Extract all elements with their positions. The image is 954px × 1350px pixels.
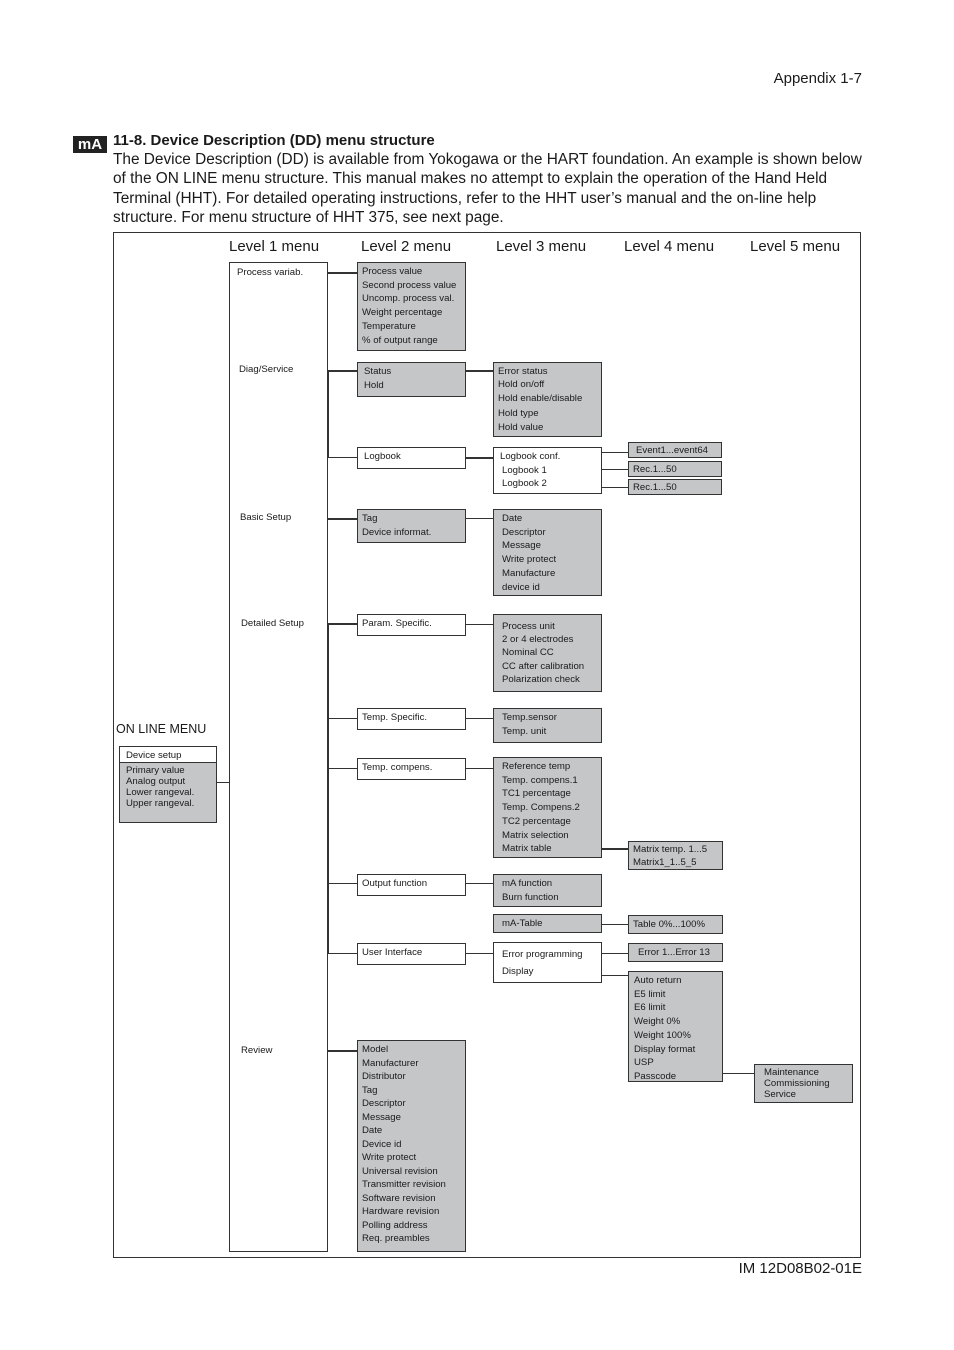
temp-compens-box: Temp. compens. [357,758,466,780]
menu-item: Temperature [362,320,416,332]
online-item: Primary value [126,765,185,776]
menu-item: Hold type [498,408,539,420]
intro-paragraph: The Device Description (DD) is available from Yokogawa or the HART foundation. An example is shown below of the ON LINE menu structure. This manual makes no attempt to explain the operation of the Hand Held Terminal (HHT). For detailed operating instructions, refer to the HHT user’s manual and the on-line help structure. For menu structure of HHT 375, see next page. [113,151,862,226]
menu-item: Message [502,540,541,552]
connector-line [328,623,329,953]
connector-line [602,848,629,850]
menu-item: Tag [362,1084,378,1096]
param-specific-items-box [493,614,602,692]
review-box [357,1040,466,1252]
menu-item: E6 limit [634,1002,666,1014]
menu-item: Hold value [498,421,544,433]
menu-item: device id [502,581,540,593]
menu-item: Error programming [502,949,583,960]
menu-item: Temp. compens.1 [502,774,578,786]
menu-item: Matrix table [502,843,552,855]
rec-box-1: Rec.1...50 [628,461,722,477]
menu-item: Descriptor [362,1098,406,1109]
output-function-box: Output function [357,874,466,896]
section-title: 11-8. Device Description (DD) menu structure [113,132,435,149]
connector-line [328,370,358,372]
param-specific-box: Param. Specific. [357,614,466,636]
logbook-conf-box [493,447,602,494]
connector-line [328,272,358,274]
menu-item: Device id [362,1138,402,1150]
logbook-box: Logbook [357,447,466,469]
level1-item-detailed-setup: Detailed Setup [241,618,304,629]
online-item: Lower rangeval. [126,787,195,798]
menu-item: Software revision [362,1192,436,1204]
menu-item: Process value [362,266,423,277]
passcode-levels-box [754,1064,853,1103]
menu-item: Device informat. [362,526,432,538]
process-values-box [357,262,466,351]
connector-line [466,457,494,459]
menu-item: Write protect [502,554,557,566]
connector-line [466,624,494,625]
connector-line [602,953,629,954]
menu-item: Polling address [362,1219,428,1231]
connector-line [328,1050,358,1052]
connector-line [328,370,329,458]
level1-item-process-variab: Process variab. [237,267,304,278]
menu-item: Date [362,1125,383,1136]
level-2-heading: Level 2 menu [361,238,452,255]
status-hold-box [357,362,466,397]
menu-item: Weight 100% [634,1029,691,1041]
menu-item: Display [502,966,534,977]
menu-item: Logbook conf. [500,451,561,462]
menu-item: Service [764,1089,796,1100]
menu-item: Matrix selection [502,829,569,841]
connector-line [466,518,494,519]
device-info-box [493,509,602,596]
menu-item: TC1 percentage [502,788,571,800]
page-number: Appendix 1-7 [773,70,862,87]
display-items-box [628,971,723,1082]
menu-item: Display format [634,1043,696,1055]
menu-item: Error status [498,366,548,377]
online-menu-label: ON LINE MENU [116,722,207,736]
menu-item: Nominal CC [502,647,554,659]
connector-line [328,953,358,954]
menu-item: Transmitter revision [362,1179,446,1190]
connector-line [328,623,358,625]
temp-specific-box: Temp. Specific. [357,708,466,730]
ma-badge: mA [73,136,107,153]
user-interface-items-box [493,942,602,983]
menu-item: Commissioning [764,1078,830,1089]
temp-compens-items-box [493,757,602,858]
menu-item: USP [634,1057,654,1069]
error-range-box: Error 1...Error 13 [628,943,723,962]
menu-item: Matrix temp. 1...5 [633,844,708,855]
menu-item: Hold [364,379,384,391]
menu-item: Manufacture [502,567,556,579]
menu-item: Process unit [502,621,555,632]
online-item: Analog output [126,776,186,787]
menu-item: Tag [362,513,378,524]
connector-line [602,487,629,488]
user-interface-box: User Interface [357,943,466,965]
menu-item: Maintenance [764,1067,819,1078]
menu-item: Manufacturer [362,1057,419,1069]
table-box: Table 0%...100% [628,915,723,934]
connector-line [602,924,629,925]
level1-item-diag-service: Diag/Service [239,364,294,375]
menu-item: Weight percentage [362,307,443,319]
temp-items-box [493,708,602,743]
connector-line [466,718,494,719]
level-4-heading: Level 4 menu [624,238,715,255]
menu-item: Hardware revision [362,1206,440,1217]
level1-item-review: Review [241,1045,273,1056]
menu-item: Auto return [634,975,682,986]
menu-item: Second process value [362,279,457,291]
menu-item: Req. preambles [362,1233,430,1244]
menu-item: CC after calibration [502,660,585,672]
menu-item: Logbook 1 [502,464,547,476]
menu-item: Passcode [634,1070,677,1082]
level1-item-basic-setup: Basic Setup [240,512,292,523]
connector-line [602,975,629,976]
menu-item: Temp. Compens.2 [502,802,580,814]
online-item: Upper rangeval. [126,798,195,809]
menu-item: Hold on/off [498,379,545,391]
menu-item: Message [362,1111,401,1123]
menu-item: Date [502,513,523,524]
menu-item: Descriptor [502,526,546,538]
device-setup-box: Device setup [119,746,217,763]
connector-line [466,768,494,769]
tag-device-box [357,509,466,543]
connector-line [328,518,358,520]
menu-diagram-frame [113,232,861,1258]
connector-line [328,768,358,769]
connector-line [328,883,358,884]
menu-item: Universal revision [362,1165,438,1177]
menu-item: % of output range [362,334,438,346]
connector-line [602,452,629,453]
menu-item: Temp.sensor [502,712,557,723]
document-id: IM 12D08B02-01E [738,1260,862,1277]
online-items-box [119,762,217,823]
connector-line [466,370,494,372]
connector-line [328,718,358,719]
menu-item: 2 or 4 electrodes [502,634,574,646]
menu-item: TC2 percentage [502,815,571,827]
connector-line [466,883,494,884]
output-items-box [493,874,602,907]
menu-item: Logbook 2 [502,478,547,490]
menu-item: Model [362,1044,389,1055]
menu-item: Weight 0% [634,1016,681,1028]
menu-item: Distributor [362,1071,406,1082]
menu-item: Uncomp. process val. [362,293,455,305]
menu-item: Write protect [362,1152,417,1163]
menu-item: Matrix1_1..5_5 [633,856,697,868]
menu-item: E5 limit [634,988,666,1000]
menu-item: Polarization check [502,673,580,685]
menu-item: Hold enable/disable [498,392,583,404]
level-1-heading: Level 1 menu [229,238,320,255]
menu-item: Status [364,366,392,377]
level-1-column [229,262,328,1252]
menu-item: Temp. unit [502,725,547,737]
connector-line [602,469,629,470]
connector-line [466,953,494,954]
error-status-box [493,362,602,437]
level-5-heading: Level 5 menu [750,238,841,255]
events-box: Event1...event64 [628,442,722,458]
rec-box-2: Rec.1...50 [628,479,722,495]
connector-line [328,457,358,458]
menu-item: Burn function [502,891,559,903]
menu-item: Reference temp [502,761,571,772]
matrix-box [628,841,723,870]
ma-table-box: mA-Table [493,914,602,933]
level-3-heading: Level 3 menu [496,238,587,255]
connector-line [723,1073,755,1074]
menu-item: mA function [502,878,553,889]
connector-line [217,782,229,783]
